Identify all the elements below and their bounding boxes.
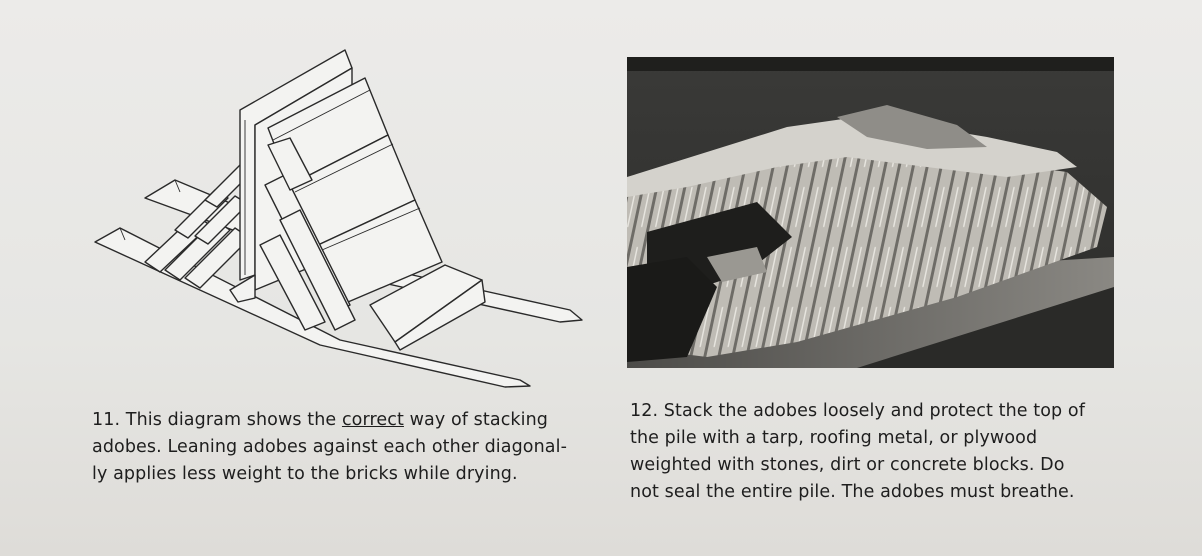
- caption-11-line-3: ly applies less weight to the bricks while drying.: [92, 464, 518, 484]
- caption-12-line-3: weighted with stones, dirt or concrete blocks. Do: [630, 455, 1065, 475]
- caption-11-line-1: [92, 407, 612, 434]
- adobe-stacking-diagram: [90, 40, 590, 390]
- caption-11-line-2: adobes. Leaning adobes against each other diagonal-: [92, 437, 568, 457]
- caption-11-emphasis: correct: [341, 410, 404, 430]
- caption-12-line-1: 12. Stack the adobes loosely and protect the top of: [630, 401, 1085, 421]
- caption-11-prefix: 11. This diagram shows the: [92, 410, 342, 430]
- caption-11-suffix: way of stacking: [403, 410, 549, 430]
- caption-12-line-4: not seal the entire pile. The adobes must breathe.: [630, 482, 1075, 502]
- figure-12-caption: [630, 398, 1150, 506]
- adobe-pile-photo: [627, 57, 1114, 368]
- figure-11-caption: [92, 407, 612, 488]
- caption-12-line-2: the pile with a tarp, roofing metal, or plywood: [630, 428, 1038, 448]
